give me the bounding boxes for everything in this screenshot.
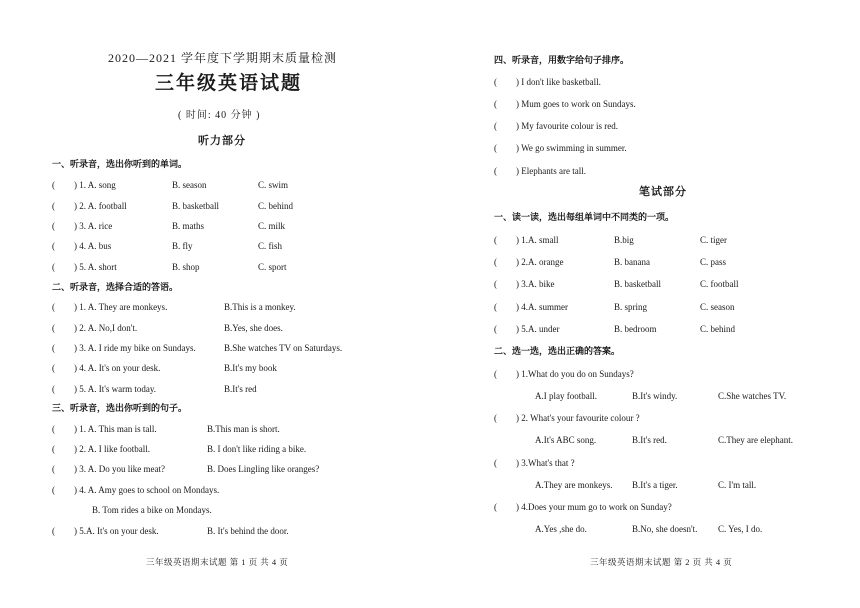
question-row: ( ) 2.A. orange xyxy=(494,257,564,267)
option-b: B. maths xyxy=(172,221,205,231)
option-a: A.Yes ,she do. xyxy=(535,524,587,534)
option-b: B.Yes, she does. xyxy=(224,323,283,333)
question-row: ( ) My favourite colour is red. xyxy=(494,121,618,131)
option-c: C. fish xyxy=(258,241,283,251)
option-c: C. football xyxy=(700,279,739,289)
option-b: B. It's behind the door. xyxy=(207,526,289,536)
option-b: B.It's windy. xyxy=(632,391,678,401)
question-row: ( ) 3.What's that ? xyxy=(494,458,575,468)
option-c: C. season xyxy=(700,302,735,312)
exam-page-2 xyxy=(440,0,860,608)
exam-time: ( 时间: 40 分钟 ) xyxy=(178,110,261,121)
section-1-heading: 一、听录音，选出你听到的单词。 xyxy=(52,159,188,169)
option-b: B. spring xyxy=(614,302,648,312)
question-row: ( ) 1.A. small xyxy=(494,235,559,245)
option-a: A.They are monkeys. xyxy=(535,480,613,490)
question-row: ( ) 1.What do you do on Sundays? xyxy=(494,369,634,379)
option-b: B.This is a monkey. xyxy=(224,302,296,312)
question-row: ( ) 3. A. Do you like meat? xyxy=(52,464,165,474)
option-b: B.This man is short. xyxy=(207,424,280,434)
option-b: B.It's a tiger. xyxy=(632,480,678,490)
page-footer: 三年级英语期末试题 第 1 页 共 4 页 xyxy=(146,557,289,567)
option-a: A.It's ABC song. xyxy=(535,435,597,445)
option-b: B. banana xyxy=(614,257,650,267)
question-row: ( ) 3. A. rice xyxy=(52,221,113,231)
question-row: ( ) 4.A. summer xyxy=(494,302,568,312)
question-row: ( ) 5.A. under xyxy=(494,324,560,334)
section-3-heading: 三、听录音，选出你听到的句子。 xyxy=(52,403,188,413)
listening-part-title: 听力部分 xyxy=(198,135,246,147)
option-c: C. tiger xyxy=(700,235,727,245)
option-b: B.No, she doesn't. xyxy=(632,524,698,534)
question-row: ( ) I don't like basketball. xyxy=(494,77,601,87)
writing-section-1-heading: 一、读一读，选出每组单词中不同类的一项。 xyxy=(494,212,675,222)
question-row: ( ) 5. A. It's warm today. xyxy=(52,384,157,394)
question-row: ( ) 4. A. bus xyxy=(52,241,112,251)
question-row: ( ) 5.A. It's on your desk. xyxy=(52,526,159,536)
main-title: 三年级英语试题 xyxy=(155,73,303,94)
option-b: B. Does Lingling like oranges? xyxy=(207,464,320,474)
question-row: ( ) 3.A. bike xyxy=(494,279,555,289)
writing-section-2-heading: 二、选一选，选出正确的答案。 xyxy=(494,346,621,356)
option-b: B.It's my book xyxy=(224,363,277,373)
option-c: C. sport xyxy=(258,262,287,272)
exam-title: 2020—2021 学年度下学期期末质量检测 xyxy=(108,51,338,65)
option-c: C.They are elephant. xyxy=(718,435,793,445)
option-b: B. I don't like riding a bike. xyxy=(207,444,307,454)
question-row: ( ) 2. A. No,I don't. xyxy=(52,323,138,333)
option-c: C. I'm tall. xyxy=(718,480,757,490)
option-b: B. season xyxy=(172,180,207,190)
question-row: ( ) 1. A. This man is tall. xyxy=(52,424,157,434)
option-b: B. basketball xyxy=(614,279,661,289)
page-footer: 三年级英语期末试题 第 2 页 共 4 页 xyxy=(590,557,733,567)
question-row: ( ) 1. A. song xyxy=(52,180,116,190)
question-row: ( ) 2. What's your favourite colour ? xyxy=(494,413,640,423)
question-row: ( ) We go swimming in summer. xyxy=(494,143,627,153)
option-c: C. pass xyxy=(700,257,727,267)
option-c: C. Yes, I do. xyxy=(718,524,763,534)
option-a: A.I play football. xyxy=(535,391,597,401)
option-c: C.She watches TV. xyxy=(718,391,787,401)
option-b: B.She watches TV on Saturdays. xyxy=(224,343,343,353)
question-row: ( ) 4.Does your mum go to work on Sunday? xyxy=(494,502,672,512)
question-row: ( ) 5. A. short xyxy=(52,262,117,272)
option-b: B.It's red xyxy=(224,384,257,394)
question-row: ( ) Mum goes to work on Sundays. xyxy=(494,99,636,109)
option-c: C. behind xyxy=(700,324,735,334)
question-row: ( ) Elephants are tall. xyxy=(494,166,586,176)
question-row: ( ) 4. A. It's on your desk. xyxy=(52,363,161,373)
option-b: B.big xyxy=(614,235,634,245)
option-c: C. swim xyxy=(258,180,289,190)
question-row: ( ) 2. A. football xyxy=(52,201,127,211)
option-b: B. basketball xyxy=(172,201,219,211)
option-c: C. milk xyxy=(258,221,286,231)
option-c: C. behind xyxy=(258,201,293,211)
option-b: B. bedroom xyxy=(614,324,657,334)
option-b: B.It's red. xyxy=(632,435,667,445)
question-row: ( ) 3. A. I ride my bike on Sundays. xyxy=(52,343,196,353)
question-row: ( ) 2. A. I like football. xyxy=(52,444,150,454)
writing-part-title: 笔试部分 xyxy=(639,186,687,198)
option-b: B. shop xyxy=(172,262,200,272)
option-b: B. Tom rides a bike on Mondays. xyxy=(92,505,212,515)
option-b: B. fly xyxy=(172,241,193,251)
question-row: ( ) 4. A. Amy goes to school on Mondays. xyxy=(52,485,220,495)
section-4-heading: 四、听录音，用数字给句子排序。 xyxy=(494,55,630,65)
question-row: ( ) 1. A. They are monkeys. xyxy=(52,302,168,312)
section-2-heading: 二、听录音，选择合适的答语。 xyxy=(52,282,179,292)
